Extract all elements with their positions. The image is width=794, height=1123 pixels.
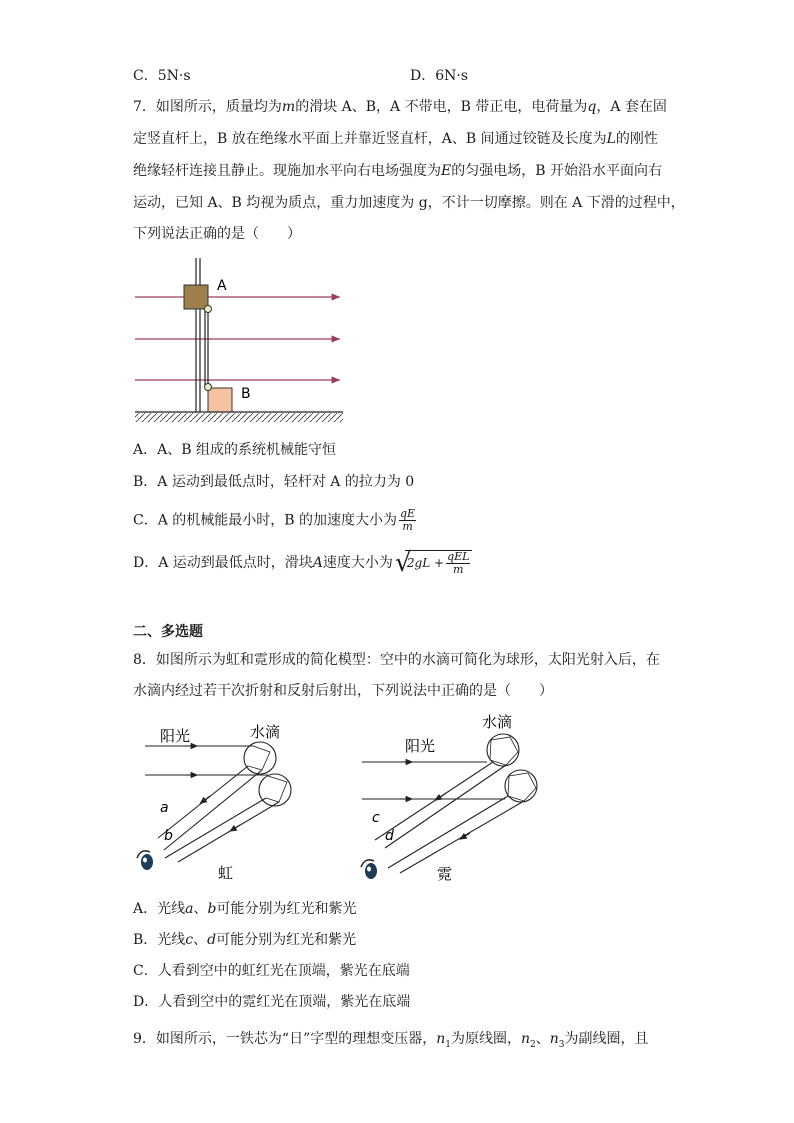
q8-option-d: D．人看到空中的霓红光在顶端，紫光在底端 (133, 994, 411, 1010)
eye-icon (361, 860, 377, 879)
svg-text:霓: 霓 (437, 865, 453, 883)
rainbow-diagram (137, 723, 291, 882)
svg-text:阳光: 阳光 (405, 737, 436, 755)
q7-stem-line-3: 绝缘轻杆连接且静止。现施加水平向右电场强度为E的匀强电场，B 开始沿水平面向右 (133, 163, 662, 179)
q9-stem-line-1: 9．如图所示，一铁芯为“日”字型的理想变压器，$n_1$为原线圈，$n_2$、$n_3$为副线圈，且 (133, 1031, 649, 1050)
q6-option-c: C．5N·s (133, 68, 191, 84)
q7-option-a: A．A、B 组成的系统机械能守恒 (133, 442, 336, 458)
q7-option-d: D．A 运动到最低点时，滑块A速度大小为 √ 2gL + $\frac{\text{qEL}}{m}$ (133, 550, 472, 576)
q8-stem-line-1: 8．如图所示为虹和霓形成的简化模型：空中的水滴可简化为球形，太阳光射入后，在 (133, 652, 660, 668)
fraction-qe-m: $\frac{qE}{m}$ (400, 507, 416, 533)
label-b: B (241, 386, 251, 402)
hinge-a (205, 306, 212, 313)
svg-text:d: d (385, 828, 394, 844)
field-lines (135, 297, 340, 380)
q7-stem-line-2: 定竖直杆上，B 放在绝缘水平面上并靠近竖直杆，A、B 间通过铰链及长度为L的刚性 (133, 131, 658, 147)
q8-option-c: C．人看到空中的虹红光在顶端，紫光在底端 (133, 963, 410, 979)
label-a: A (217, 278, 227, 294)
q8-stem-line-2: 水滴内经过若干次折射和反射后射出，下列说法中正确的是（ ） (133, 683, 553, 699)
q8-figures (0, 700, 794, 890)
block-a (184, 285, 208, 309)
q7-figure (0, 0, 794, 440)
eye-icon (137, 851, 153, 870)
svg-text:b: b (164, 828, 173, 844)
block-b (208, 388, 232, 412)
svg-text:水滴: 水滴 (482, 713, 513, 731)
ground (135, 412, 343, 422)
svg-text:c: c (372, 810, 380, 826)
q8-option-a: A．光线a、b可能分别为红光和紫光 (133, 901, 357, 917)
svg-text:a: a (160, 800, 169, 816)
q7-stem-line-4: 运动，已知 A、B 均视为质点，重力加速度为 g，不计一切摩擦。则在 A 下滑的过程中， (133, 195, 685, 211)
q6-option-d: D．6N·s (410, 68, 469, 84)
sqrt-expression: √ 2gL + $\frac{\text{qEL}}{m}$ (395, 550, 473, 576)
q7-stem-line-5: 下列说法正确的是（ ） (133, 226, 301, 242)
vertical-rod (196, 258, 200, 412)
secondary-rainbow-diagram (361, 713, 537, 883)
hinge-b (205, 384, 212, 391)
q7-option-c: C．A 的机械能最小时，B 的加速度大小为 $\frac{qE}{m}$ (133, 507, 416, 533)
q7-option-b: B．A 运动到最低点时，轻杆对 A 的拉力为 0 (133, 474, 415, 490)
section-heading: 二、多选题 (133, 624, 203, 640)
q7-stem-line-1: 7．如图所示，质量均为m的滑块 A、B，A 不带电，B 带正电，电荷量为q，A 套在固 (133, 99, 667, 115)
svg-text:水滴: 水滴 (250, 723, 281, 741)
q8-option-b: B．光线c、d可能分别为红光和紫光 (133, 932, 357, 948)
svg-text:阳光: 阳光 (160, 727, 191, 745)
svg-text:虹: 虹 (218, 864, 234, 882)
